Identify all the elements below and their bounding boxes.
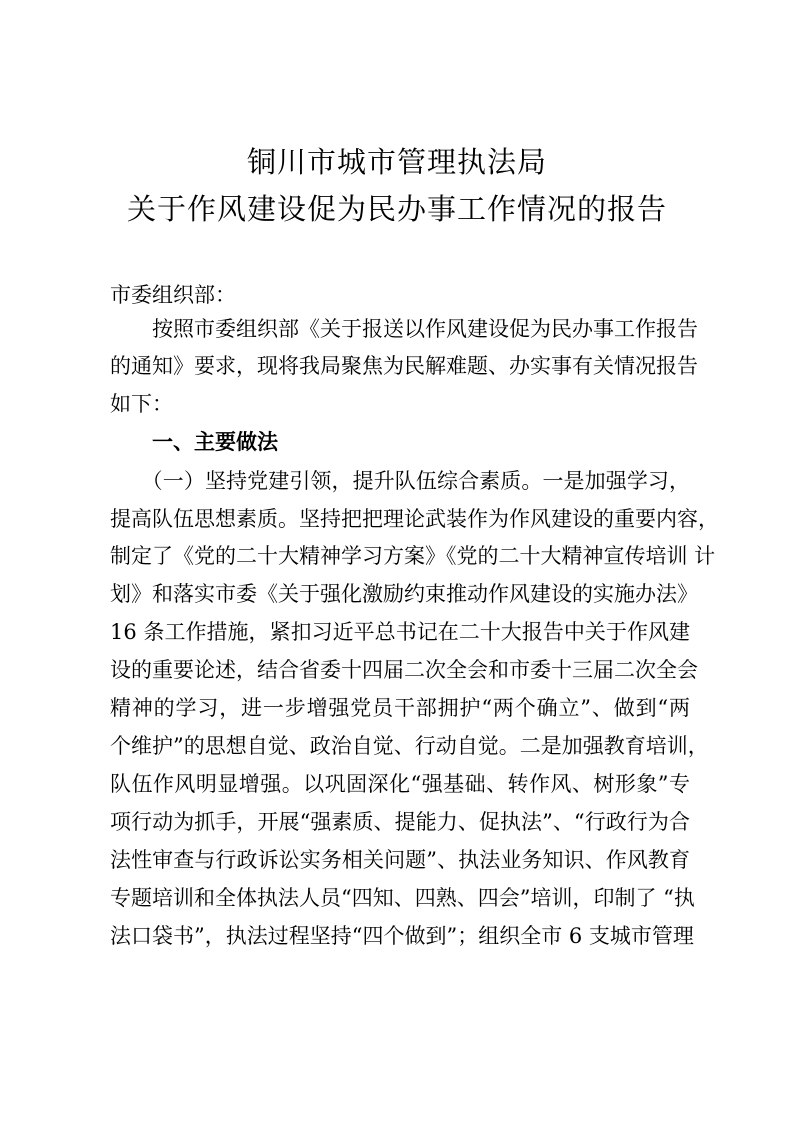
document-title-line1: 铜川市城市管理执法局 [246,145,547,179]
paragraph-line: 队伍作风明显增强。以巩固深化“强基础、转作风、树形象”专 [110,772,690,796]
paragraph-line: 如下： [110,392,173,416]
paragraph-line: 设的重要论述，结合省委十四届二次全会和市委十三届二次全会 [110,658,698,682]
paragraph-line: 划》和落实市委《关于强化激励约束推动作风建设的实施办法》 [110,582,698,606]
paragraph-line: 专题培训和全体执法人员“四知、四熟、四会”培训，印制了 “执 [110,886,695,910]
paragraph-line: 法性审查与行政诉讼实务相关问题”、执法业务知识、作风教育 [110,848,690,872]
paragraph-line: 个维护”的思想自觉、政治自觉、行动自觉。二是加强教育培训， [110,734,709,758]
section-heading: 一、主要做法 [110,430,278,454]
paragraph-line: 项行动为抓手，开展“强素质、提能力、促执法”、“行政行为合 [110,810,690,834]
paragraph-line: 按照市委组织部《关于报送以作风建设促为民办事工作报告 [110,317,698,341]
salutation: 市委组织部： [110,283,236,307]
document-title-line2: 关于作风建设促为民办事工作情况的报告 [126,192,667,226]
paragraph-line: 法口袋书”，执法过程坚持“四个做到”；组织全市 6 支城市管理 [110,924,694,948]
paragraph-line: （一）坚持党建引领，提升队伍综合素质。一是加强学习， [110,469,690,493]
paragraph-line: 16 条工作措施，紧扣习近平总书记在二十大报告中关于作风建 [110,620,690,644]
paragraph-line: 提高队伍思想素质。坚持把把理论武装作为作风建设的重要内容， [110,507,719,531]
paragraph-line: 制定了《党的二十大精神学习方案》《党的二十大精神宣传培训 计 [110,544,716,568]
paragraph-line: 的通知》要求，现将我局聚焦为民解难题、办实事有关情况报告 [110,354,698,378]
paragraph-line: 精神的学习，进一步增强党员干部拥护“两个确立”、做到“两 [110,696,690,720]
